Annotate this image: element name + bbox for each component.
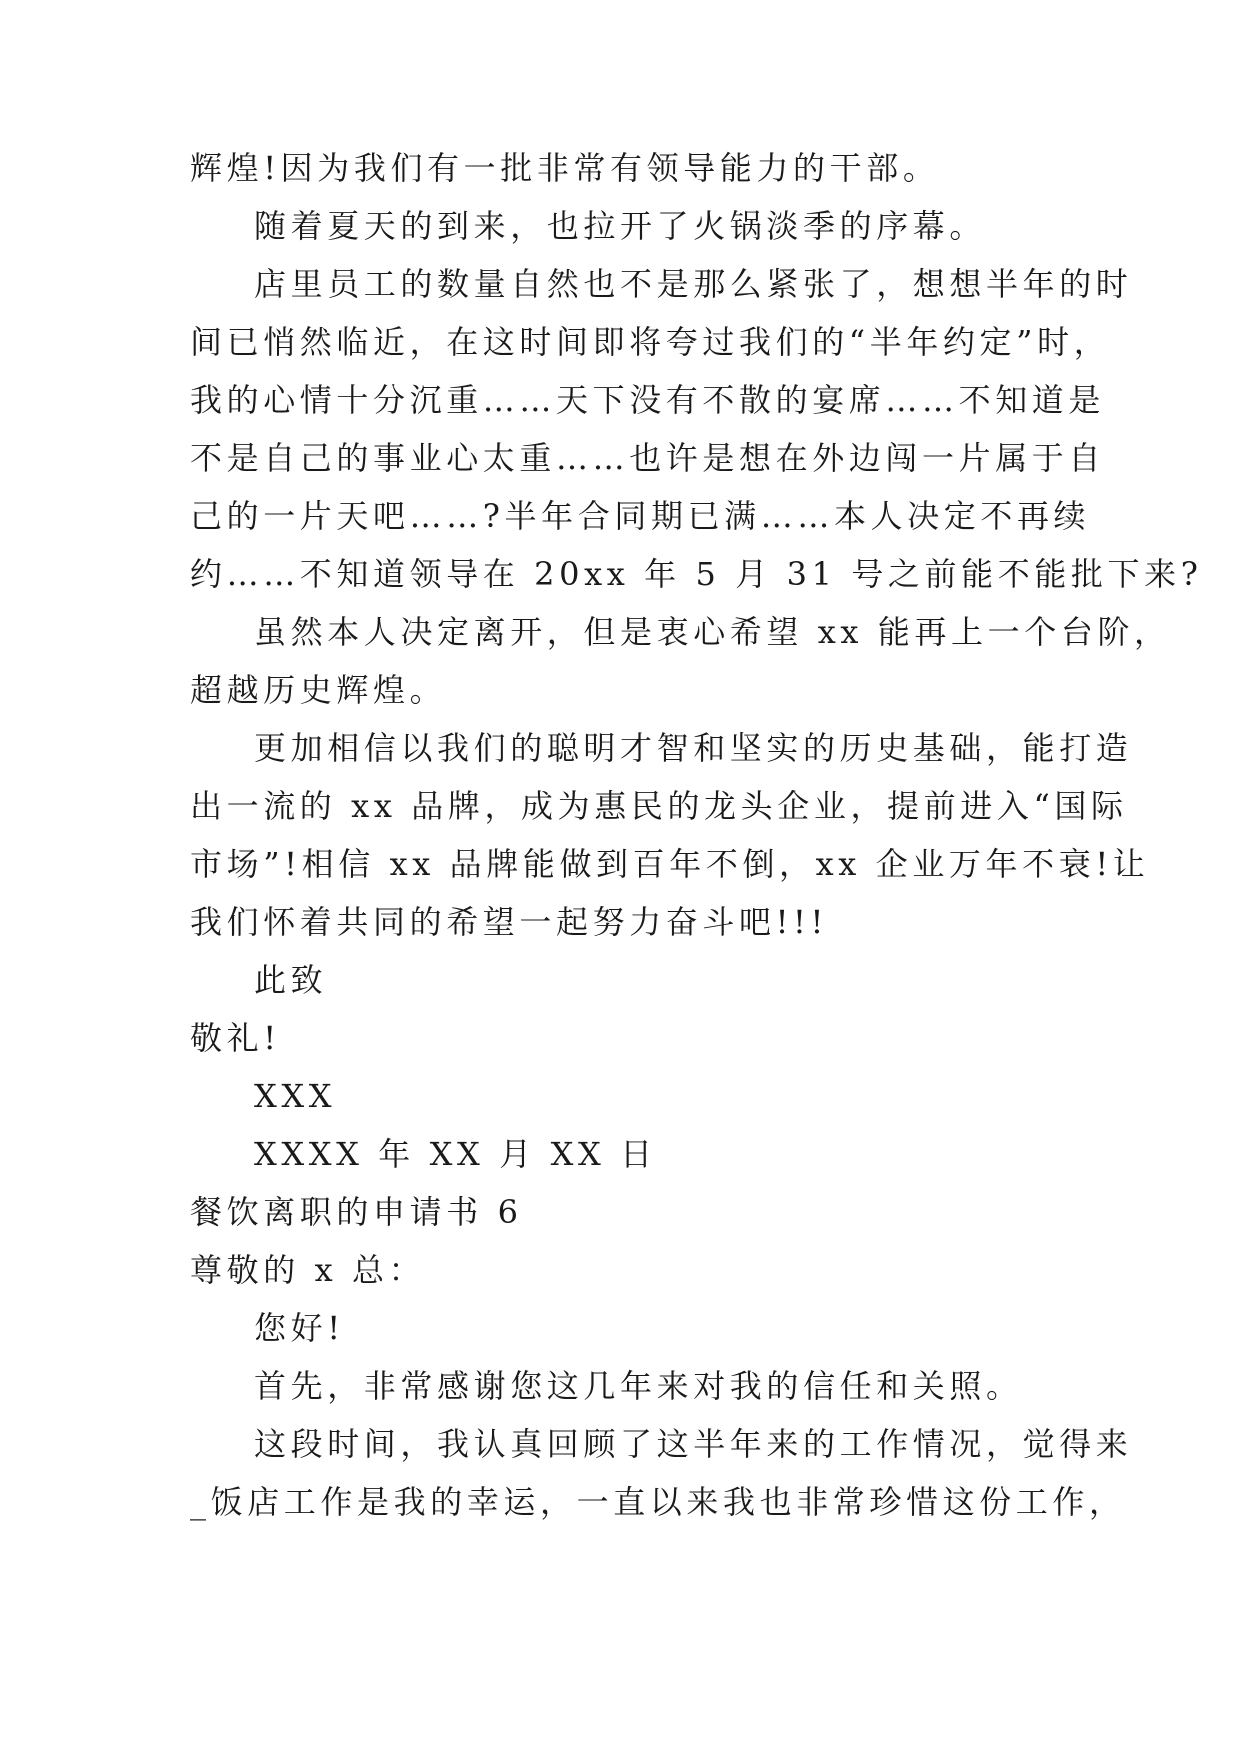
paragraph-line: 虽然本人决定离开，但是衷心希望 xx 能再上一个台阶， (254, 613, 1171, 651)
text-line: 不是自己的事业心太重……也许是想在外边闯一片属于自 (190, 439, 1106, 477)
text-line: 市场”!相信 xx 品牌能做到百年不倒，xx 企业万年不衰!让 (190, 845, 1150, 883)
text-line: 出一流的 xx 品牌，成为惠民的龙头企业，提前进入“国际 (190, 787, 1128, 825)
text-line: 超越历史辉煌。 (190, 671, 447, 709)
text-line: 我们怀着共同的希望一起努力奋斗吧!!! (190, 903, 828, 941)
paragraph-line: 更加相信以我们的聪明才智和坚实的历史基础，能打造 (254, 729, 1133, 767)
paragraph-line: 店里员工的数量自然也不是那么紧张了，想想半年的时 (254, 265, 1133, 303)
greeting-line: 尊敬的 x 总： (190, 1251, 426, 1289)
text-line: 间已悄然临近，在这时间即将夸过我们的“半年约定”时， (190, 323, 1111, 361)
signature-name: XXX (254, 1077, 337, 1115)
paragraph-line: 这段时间，我认真回顾了这半年来的工作情况，觉得来 (254, 1425, 1133, 1463)
paragraph-line: 首先，非常感谢您这几年来对我的信任和关照。 (254, 1367, 1023, 1405)
signature-date: XXXX 年 XX 月 XX 日 (254, 1135, 657, 1173)
closing-line: 此致 (254, 961, 328, 999)
section-title: 餐饮离职的申请书 6 (190, 1193, 523, 1231)
text-line: 辉煌!因为我们有一批非常有领导能力的干部。 (190, 149, 940, 187)
text-line: 约……不知道领导在 20xx 年 5 月 31 号之前能不能批下来? (190, 555, 1203, 593)
salutation-line: 敬礼! (190, 1019, 281, 1057)
text-line: 我的心情十分沉重……天下没有不散的宴席……不知道是 (190, 381, 1106, 419)
greeting-line: 您好! (254, 1309, 345, 1347)
text-line: 己的一片天吧……?半年合同期已满……本人决定不再续 (190, 497, 1091, 535)
text-line: _饭店工作是我的幸运，一直以来我也非常珍惜这份工作， (190, 1483, 1126, 1521)
paragraph-line: 随着夏天的到来，也拉开了火锅淡季的序幕。 (254, 207, 987, 245)
